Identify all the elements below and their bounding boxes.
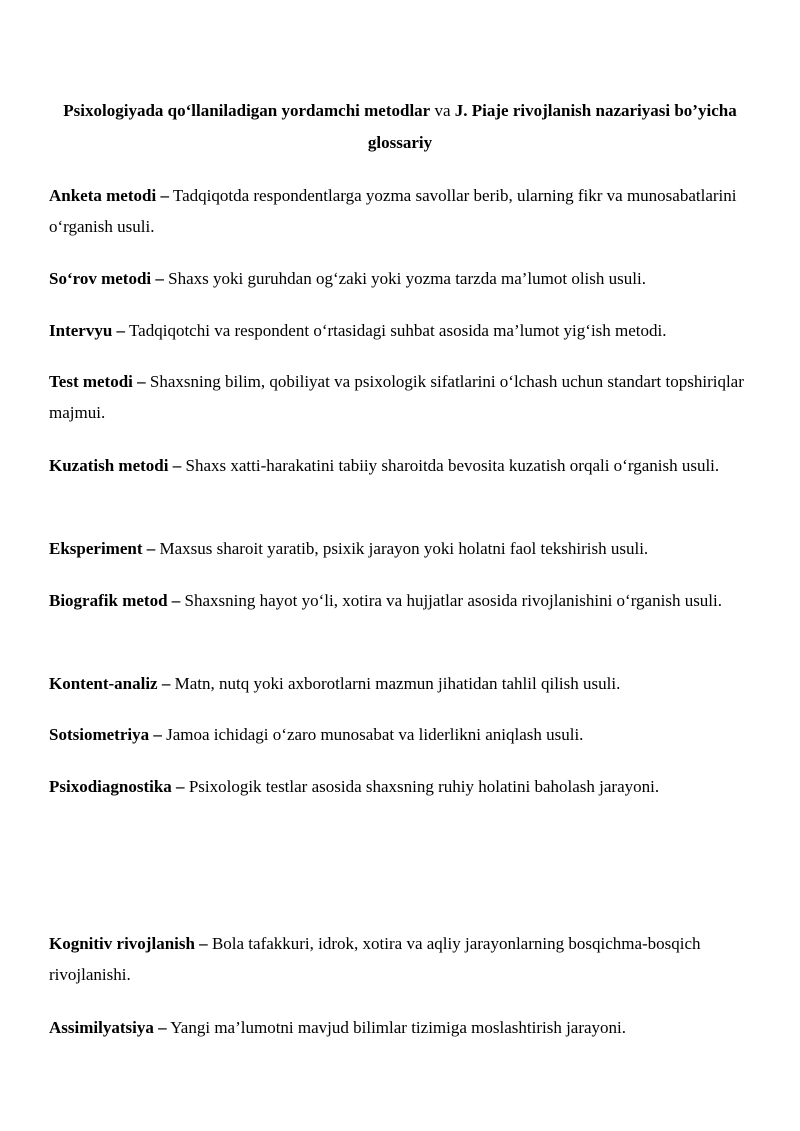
entry-term: Sotsiometriya – — [49, 725, 162, 744]
entry-definition: Jamoa ichidagi o‘zaro munosabat va liderlikni aniqlash usuli. — [166, 725, 584, 744]
entry-term: Assimilyatsiya – — [49, 1018, 167, 1037]
document-title — [40, 95, 760, 159]
entry-definition: Tadqiqotchi va respondent o‘rtasidagi suhbat asosida ma’lumot yig‘ish metodi. — [128, 321, 667, 340]
entry-term: Test metodi – — [49, 372, 146, 391]
title-part-2: J. Piaje rivojlanish nazariyasi bo’yicha glossariy — [367, 101, 737, 152]
glossary-entry — [49, 668, 759, 699]
entry-term: Kuzatish metodi – — [49, 456, 182, 475]
entry-definition: Yangi ma’lumotni mavjud bilimlar tizimiga moslashtirish jarayoni. — [170, 1018, 627, 1037]
glossary-entry — [49, 533, 759, 564]
entry-definition: Shaxs yoki guruhdan og‘zaki yoki yozma tarzda ma’lumot olish usuli. — [168, 269, 646, 288]
entry-definition: Matn, nutq yoki axborotlarni mazmun jihatidan tahlil qilish usuli. — [174, 674, 621, 693]
glossary-entry — [49, 366, 759, 428]
glossary-entry — [49, 719, 759, 750]
glossary-entry — [49, 771, 759, 802]
entry-term: Anketa metodi – — [49, 186, 169, 205]
glossary-entry — [49, 180, 759, 242]
title-connector: va — [434, 101, 451, 120]
glossary-entry — [49, 315, 759, 346]
entry-term: Kontent-analiz – — [49, 674, 171, 693]
entry-definition: Shaxsning hayot yo‘li, xotira va hujjatlar asosida rivojlanishini o‘rganish usuli. — [184, 591, 723, 610]
glossary-entry — [49, 450, 759, 481]
entry-term: Biografik metod – — [49, 591, 181, 610]
entry-definition: Shaxsning bilim, qobiliyat va psixologik sifatlarini o‘lchash uchun standart topshiriqlar majmui. — [49, 372, 744, 422]
glossary-entry — [49, 263, 759, 294]
entry-definition: Maxsus sharoit yaratib, psixik jarayon yoki holatni faol tekshirish usuli. — [159, 539, 649, 558]
entry-term: Psixodiagnostika – — [49, 777, 185, 796]
entry-term: Kognitiv rivojlanish – — [49, 934, 208, 953]
entry-definition: Psixologik testlar asosida shaxsning ruhiy holatini baholash jarayoni. — [188, 777, 660, 796]
entry-definition: Tadqiqotda respondentlarga yozma savollar berib, ularning fikr va munosabatlarini o‘rganish usuli. — [49, 186, 737, 236]
entry-term: So‘rov metodi – — [49, 269, 164, 288]
title-part-1: Psixologiyada qo‘llaniladigan yordamchi metodlar — [63, 101, 431, 120]
entry-definition: Bola tafakkuri, idrok, xotira va aqliy jarayonlarning bosqichma-bosqich rivojlanishi. — [49, 934, 701, 984]
entry-definition: Shaxs xatti-harakatini tabiiy sharoitda bevosita kuzatish orqali o‘rganish usuli. — [185, 456, 720, 475]
glossary-entry — [49, 585, 759, 616]
entry-term: Intervyu – — [49, 321, 126, 340]
glossary-entry — [49, 928, 759, 990]
glossary-entry — [49, 1012, 759, 1043]
entry-term: Eksperiment – — [49, 539, 156, 558]
